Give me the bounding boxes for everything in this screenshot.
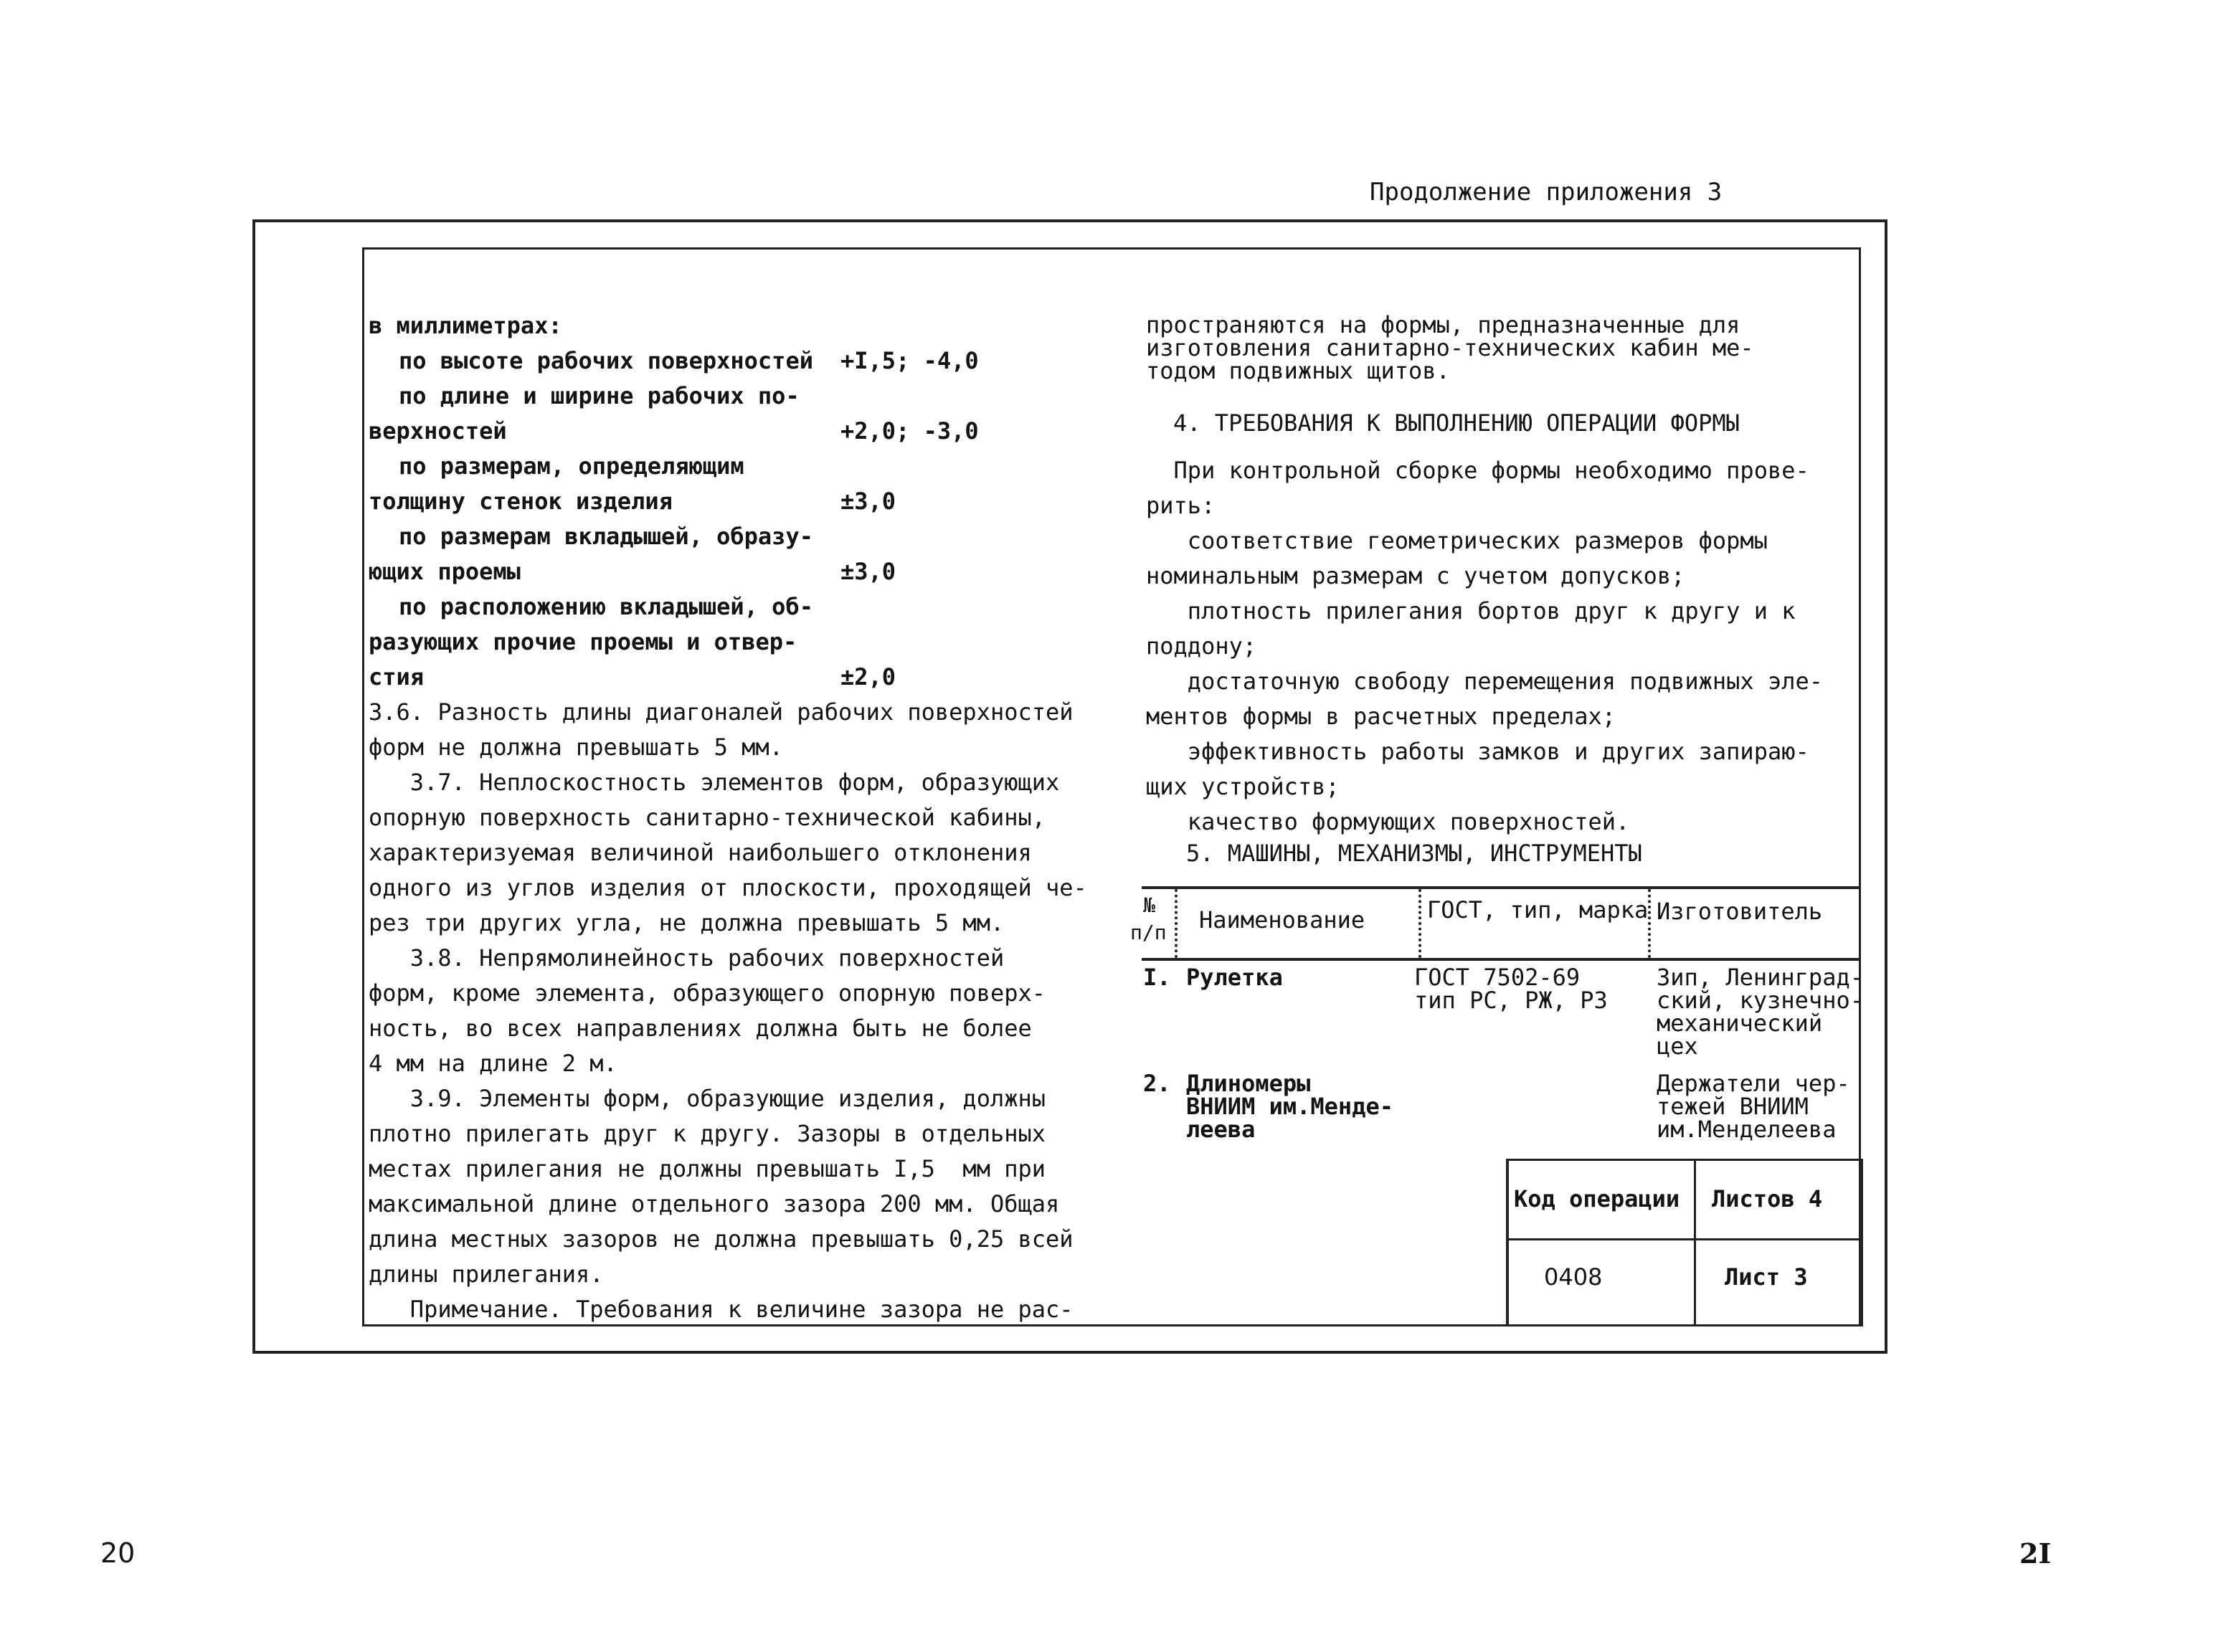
paragraph-line: ность, во всех направлениях должна быть не более <box>369 1015 1032 1042</box>
paragraph-line: форм, кроме элемента, образующего опорную поверх- <box>369 979 1046 1007</box>
section4-line: При контрольной сборке формы необходимо прове- <box>1146 457 1809 484</box>
stamp-left-rule <box>1506 1159 1509 1326</box>
tolerance-value: +2,0; -3,0 <box>840 417 979 445</box>
row-name: Рулетка <box>1186 964 1283 991</box>
section4-line: соответствие геометрических размеров формы <box>1146 527 1768 554</box>
stamp-sheet-cell <box>1694 1238 1863 1326</box>
header-maker: Изготовитель <box>1657 898 1823 925</box>
page-number-right: 2I <box>2019 1537 2052 1570</box>
tolerance-label: стия <box>369 663 425 690</box>
intro-line: тодом подвижных щитов. <box>1146 357 1450 384</box>
row-name: ВНИИМ им.Менде- <box>1186 1093 1393 1120</box>
stamp-sheets-label: Листов 4 <box>1712 1185 1823 1212</box>
row-maker: ский, кузнечно- <box>1657 987 1864 1014</box>
tolerance-label: толщину стенок изделия <box>369 488 673 515</box>
stamp-code-value-cell <box>1506 1238 1696 1326</box>
section4-line: ментов формы в расчетных пределах; <box>1146 703 1616 730</box>
row-number: I. <box>1143 964 1171 991</box>
tolerance-label: по высоте рабочих поверхностей <box>399 347 813 374</box>
paragraph-line: рез три других угла, не должна превышать 5 мм. <box>369 909 1005 936</box>
section4-line: поддону; <box>1146 632 1257 660</box>
row-maker: им.Менделеева <box>1657 1116 1837 1143</box>
row-maker: цех <box>1657 1032 1698 1060</box>
section4-line: качество формующих поверхностей. <box>1146 808 1630 835</box>
section4-title: 4. ТРЕБОВАНИЯ К ВЫПОЛНЕНИЮ ОПЕРАЦИИ ФОРМЫ <box>1173 409 1740 437</box>
row-maker: тежей ВНИИМ <box>1657 1093 1809 1120</box>
tolerance-label: верхностей <box>369 417 507 445</box>
stamp-sheets-cell <box>1694 1159 1863 1240</box>
tolerance-label: ющих проемы <box>369 558 521 585</box>
header-gost: ГОСТ, тип, марка <box>1427 896 1649 924</box>
tolerance-value: ±3,0 <box>840 558 896 585</box>
row-maker: Зип, Ленинград- <box>1657 964 1864 991</box>
paragraph-line: 3.7. Неплоскостность элементов форм, образующих <box>369 769 1060 796</box>
page-number-left: 20 <box>100 1537 136 1569</box>
tolerance-label: по размерам, определяющим <box>399 452 744 480</box>
section5-title: 5. МАШИНЫ, МЕХАНИЗМЫ, ИНСТРУМЕНТЫ <box>1186 840 1642 867</box>
section4-line: достаточную свободу перемещения подвижных эле- <box>1146 668 1824 695</box>
row-gost: ГОСТ 7502-69 <box>1414 964 1581 991</box>
table-divider <box>1175 889 1178 958</box>
paragraph-line: Примечание. Требования к величине зазора не рас- <box>369 1296 1074 1323</box>
paragraph-line: опорную поверхность санитарно-технической кабины, <box>369 804 1046 831</box>
table-divider <box>1648 889 1651 958</box>
tolerance-label: по длине и ширине рабочих по- <box>399 382 800 409</box>
table-top-rule <box>1142 886 1859 889</box>
tolerance-label: по расположению вкладышей, об- <box>399 593 813 620</box>
row-name: Длиномеры <box>1186 1070 1311 1097</box>
paragraph-line: 3.6. Разность длины диагоналей рабочих поверхностей <box>369 698 1074 726</box>
tolerance-label: разующих прочие проемы и отвер- <box>369 628 797 655</box>
stamp-code-value: 0408 <box>1544 1263 1603 1291</box>
row-maker: Держатели чер- <box>1657 1070 1850 1097</box>
paragraph-line: 3.8. Непрямолинейность рабочих поверхностей <box>369 944 1005 972</box>
paragraph-line: плотно прилегать друг к другу. Зазоры в отдельных <box>369 1120 1046 1147</box>
header-num-label: п/п <box>1130 921 1167 944</box>
paragraph-line: одного из углов изделия от плоскости, проходящей че- <box>369 874 1087 901</box>
paragraph-line: длины прилегания. <box>369 1261 604 1288</box>
header-continuation: Продолжение приложения 3 <box>1370 178 1723 206</box>
paragraph-line: характеризуемая величиной наибольшего отклонения <box>369 839 1032 866</box>
paragraph-line: форм не должна превышать 5 мм. <box>369 734 783 761</box>
paragraph-line: длина местных зазоров не должна превышать 0,25 всей <box>369 1225 1074 1253</box>
section4-line: плотность прилегания бортов друг к другу и к <box>1146 597 1796 625</box>
header-num-symbol: № <box>1143 893 1155 917</box>
paragraph-line: 3.9. Элементы форм, образующие изделия, должны <box>369 1085 1046 1112</box>
stamp-sheet-label: Лист 3 <box>1725 1263 1808 1291</box>
units-intro: в миллиметрах: <box>369 312 562 339</box>
row-number: 2. <box>1143 1070 1171 1097</box>
tolerance-value: +I,5; -4,0 <box>840 347 979 374</box>
row-name: леева <box>1186 1116 1256 1143</box>
table-header-rule <box>1142 958 1859 961</box>
paragraph-line: максимальной длине отдельного зазора 200 мм. Общая <box>369 1190 1060 1217</box>
stamp-code-label: Код операции <box>1514 1185 1680 1212</box>
table-divider <box>1418 889 1421 958</box>
paragraph-line: местах прилегания не должны превышать I,5 мм при <box>369 1155 1046 1182</box>
tolerance-value: ±3,0 <box>840 488 896 515</box>
paragraph-line: 4 мм на длине 2 м. <box>369 1050 617 1077</box>
intro-line: изготовления санитарно-технических кабин ме- <box>1146 334 1754 361</box>
stamp-code-label-cell <box>1506 1159 1696 1240</box>
tolerance-value: ±2,0 <box>840 663 896 690</box>
header-name: Наименование <box>1199 906 1365 934</box>
section4-line: номинальным размерам с учетом допусков; <box>1146 562 1685 589</box>
row-gost: тип РС, РЖ, РЗ <box>1414 987 1608 1014</box>
tolerance-label: по размерам вкладышей, образу- <box>399 523 813 550</box>
section4-line: эффективность работы замков и других запираю- <box>1146 738 1809 765</box>
intro-line: пространяются на формы, предназначенные для <box>1146 311 1740 338</box>
section4-line: рить: <box>1146 492 1216 519</box>
section4-line: щих устройств; <box>1146 773 1340 800</box>
row-maker: механический <box>1657 1010 1823 1037</box>
